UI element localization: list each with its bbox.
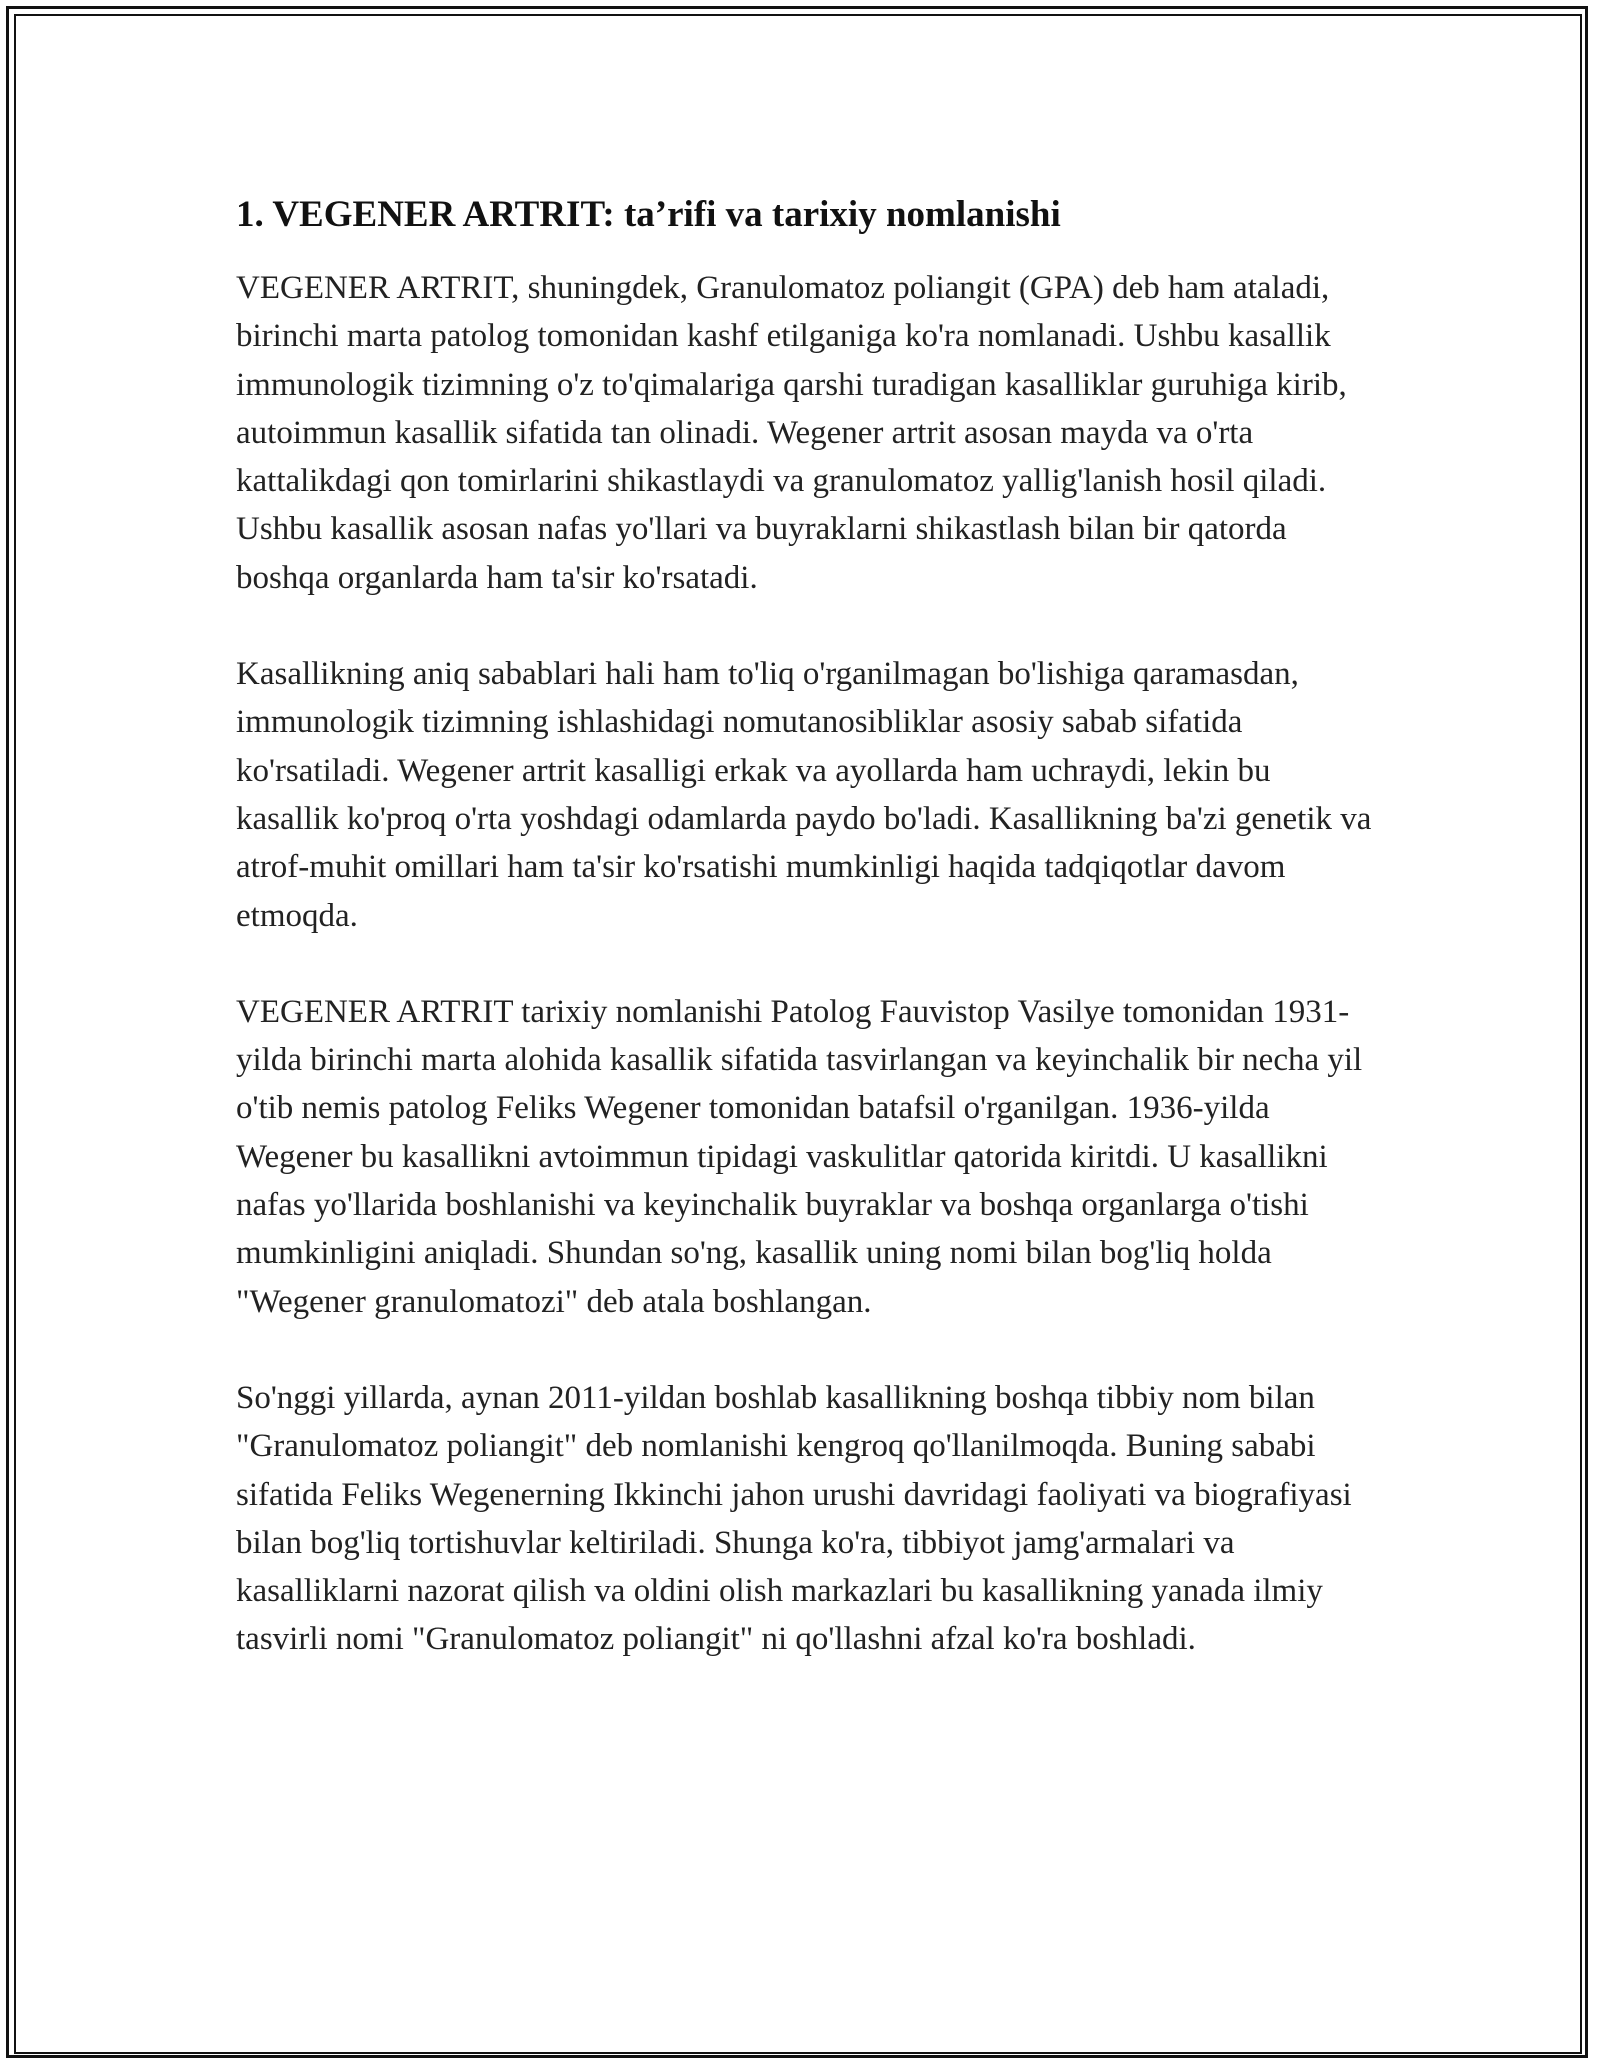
paragraph-renaming: So'nggi yillarda, aynan 2011-yildan boshlab kasallikning boshqa tibbiy nom bilan "Granulomatoz poliangit" deb nomlanishi kengroq qo'llanilmoqda. Buning sababi sifatida Feliks Wegenerning Ikkinchi jahon urushi davridagi faoliyati va biografiyasi bilan bog'liq tortishuvlar keltiriladi. Shunga ko'ra, tibbiyot jamg'armalari va kasalliklarni nazorat qilish va oldini olish markazlari bu kasallikning yanada ilmiy tasvirli nomi "Granulomatoz poliangit" ni qo'llashni afzal ko'ra boshladi.	[236, 1379, 1352, 1658]
section-heading: 1. VEGENER ARTRIT: ta’rifi va tarixiy nomlanishi	[236, 194, 1061, 235]
document-body	[236, 188, 1376, 1664]
paragraph-definition: VEGENER ARTRIT, shuningdek, Granulomatoz poliangit (GPA) deb ham ataladi, birinchi marta patolog tomonidan kashf etilganiga ko'ra nomlanadi. Ushbu kasallik immunologik tizimning o'z to'qimalariga qarshi turadigan kasalliklar guruhiga kirib, autoimmun kasallik sifatida tan olinadi. Wegener artrit asosan mayda va o'rta kattalikdagi qon tomirlarini shikastlaydi va granulomatoz yallig'lanish hosil qiladi. Ushbu kasallik asosan nafas yo'llari va buyraklarni shikastlash bilan bir qatorda boshqa organlarda ham ta'sir ko'rsatadi.	[236, 270, 1347, 596]
paragraph-history: VEGENER ARTRIT tarixiy nomlanishi Patolog Fauvistop Vasilye tomonidan 1931-yilda birinchi marta alohida kasallik sifatida tasvirlangan va keyinchalik bir necha yil o'tib nemis patolog Feliks Wegener tomonidan batafsil o'rganilgan. 1936-yilda Wegener bu kasallikni avtoimmun tipidagi vaskulitlar qatorida kiritdi. U kasallikni nafas yo'llarida boshlanishi va keyinchalik buyraklar va boshqa organlarga o'tishi mumkinligini aniqladi. Shundan so'ng, kasallik uning nomi bilan bog'liq holda "Wegener granulomatozi" deb atala boshlangan.	[236, 993, 1363, 1320]
paragraph-causes: Kasallikning aniq sabablari hali ham to'liq o'rganilmagan bo'lishiga qaramasdan, immunologik tizimning ishlashidagi nomutanosibliklar asosiy sabab sifatida ko'rsatiladi. Wegener artrit kasalligi erkak va ayollarda ham uchraydi, lekin bu kasallik ko'proq o'rta yoshdagi odamlarda paydo bo'ladi. Kasallikning ba'zi genetik va atrof-muhit omillari ham ta'sir ko'rsatishi mumkinligi haqida tadqiqotlar davom etmoqda.	[236, 656, 1372, 934]
